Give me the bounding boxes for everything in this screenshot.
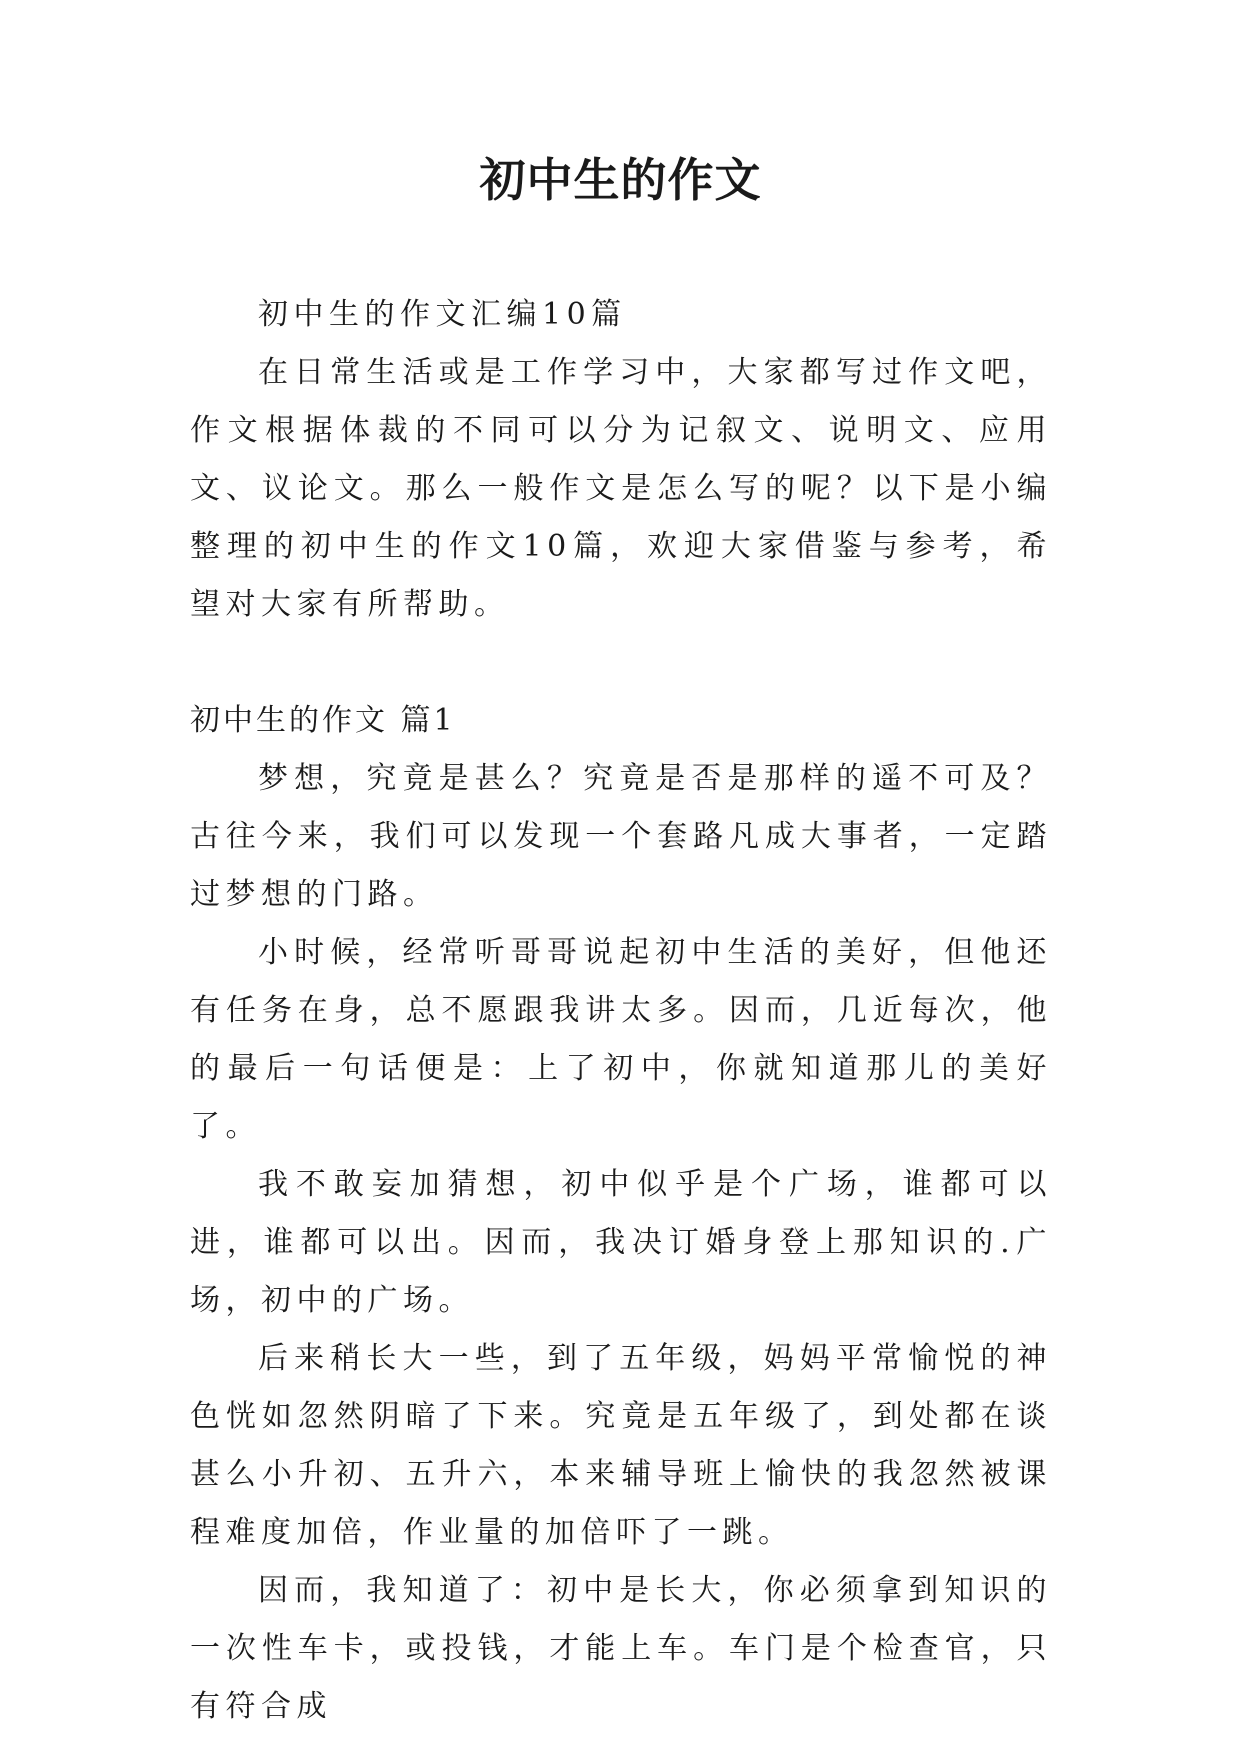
- body-paragraph: 后来稍长大一些，到了五年级，妈妈平常愉悦的神色恍如忽然阴暗了下来。究竟是五年级了，到处都在谈甚么小升初、五升六，本来辅导班上愉快的我忽然被课程难度加倍，作业量的加倍吓了一跳。: [190, 1341, 1052, 1550]
- section-spacer: [190, 634, 1052, 692]
- intro-paragraph: 在日常生活或是工作学习中，大家都写过作文吧，作文根据体裁的不同可以分为记叙文、说明文、应用文、议论文。那么一般作文是怎么写的呢？以下是小编整理的初中生的作文10篇，欢迎大家借鉴与参考，希望对大家有所帮助。: [190, 355, 1052, 622]
- document-title: 初中生的作文: [479, 153, 762, 207]
- body-paragraph: 我不敢妄加猜想，初中似乎是个广场，谁都可以进，谁都可以出。因而，我决订婚身登上那知识的.广场，初中的广场。: [190, 1167, 1052, 1318]
- body-paragraph: 梦想，究竟是甚么？究竟是否是那样的遥不可及？古往今来，我们可以发现一个套路凡成大事者，一定踏过梦想的门路。: [190, 761, 1052, 912]
- body-paragraph: 因而，我知道了：初中是长大，你必须拿到知识的一次性车卡，或投钱，才能上车。车门是个检查官，只有符合成: [190, 1573, 1052, 1724]
- section-heading: 初中生的作文 篇1: [190, 703, 456, 738]
- body-paragraph: 小时候，经常听哥哥说起初中生活的美好，但他还有任务在身，总不愿跟我讲太多。因而，几近每次，他的最后一句话便是：上了初中，你就知道那儿的美好了。: [190, 935, 1052, 1144]
- intro-subtitle: 初中生的作文汇编10篇: [258, 297, 627, 332]
- document-body: [190, 286, 1052, 1736]
